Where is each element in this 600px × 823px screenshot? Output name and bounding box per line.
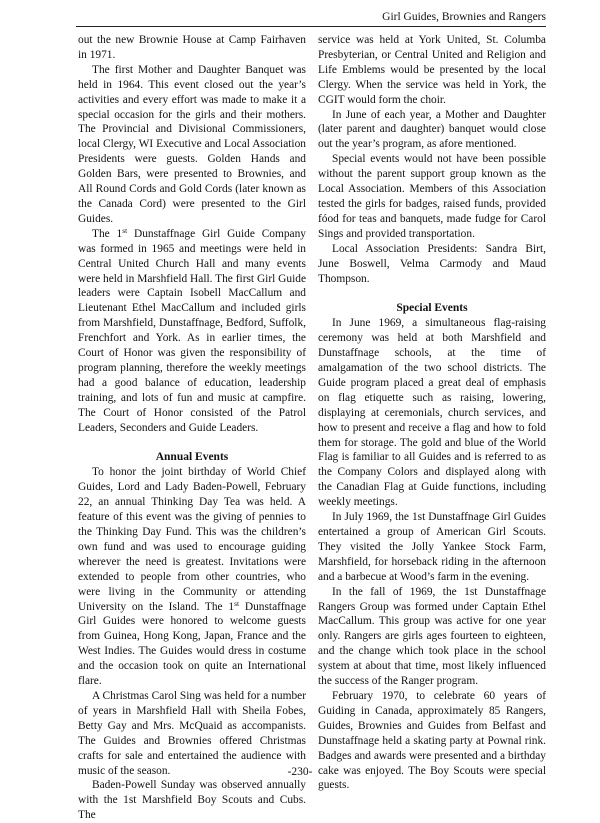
company-text-pre: The 1	[92, 227, 123, 240]
paragraph-thinking-day	[78, 465, 306, 689]
paragraph-flag-raising: In June 1969, a simultaneous flag-raising ceremony was held at both Marshfield and Dunstaffnage schools, at the time of amalgamation of the two school districts. The Guide program placed a great deal of emphasis on flag etiquette such as raising, lowering, displaying at ceremonials, church services, and how to present and receive a flag and how to fold them for storage. The gold and blue of the World Flag is familiar to all Guides and is referred to as the Company Colors and displayed along with the Canadian Flag at Guide functions, including weekly meetings.	[318, 317, 546, 509]
thinking-text-post: Dunstaffnage Girl Guides were honored to welcome guests from Guinea, Hong Kong, Japan, France and the West Indies. The Guides would dress in costume and the occasion took on quite an International flare.	[78, 600, 307, 688]
heading-annual-events: Annual Events	[155, 451, 229, 464]
paragraph-intro: out the new Brownie House at Camp Fairhaven in 1971.	[78, 34, 306, 61]
paragraph-rangers: In the fall of 1969, the 1st Dunstaffnage Rangers Group was formed under Captain Ethel MacCallum. This group was active for one year only. Rangers are girls ages fourteen to eighteen, and the change which took place in the school system at about that time, most likely influenced the success of the Ranger program.	[318, 585, 546, 688]
paragraph-skating-party: February 1970, to celebrate 60 years of Guiding in Canada, approximately 85 Rangers, Guides, Brownies and Guides from Belfast and Dunstaffnage held a skating party at Pownal rink. Badges and awards were presented and a birthday cake was enjoyed. The Boy Scouts were special guests.	[318, 689, 546, 792]
paragraph-girl-scouts: In July 1969, the 1st Dunstaffnage Girl Guides entertained a group of American Girl Scouts. They visited the Jolly Yankee Stock Farm, Marshfield, for horseback riding in the afternoon and a barbecue at Wood’s farm in the evening.	[318, 511, 546, 583]
paragraph-carol-sing: A Christmas Carol Sing was held for a number of years in Marshfield Hall with Sheila Fobes, Betty Gay and Mrs. McQuaid as accompanists. The Guides and Brownies offered Christmas crafts for sale and entertained the audience with music of the season.	[78, 689, 306, 777]
heading-special-events: Special Events	[396, 302, 468, 315]
running-header: Girl Guides, Brownies and Rangers	[382, 11, 546, 23]
paragraph-parent-support: Special events would not have been possible without the parent support group known as the Local Association. Members of this Association tested the girls for badges, raised funds, provided fóod for teas and banquets, made fudge for Carol Sings and provided transportation.	[318, 153, 546, 240]
paragraph-presidents: Local Association Presidents: Sandra Birt, June Boswell, Velma Carmody and Maud Thompson.	[318, 242, 546, 285]
paragraph-bp-sunday: Baden-Powell Sunday was observed annually with the 1st Marshfield Boy Scouts and Cubs. The	[78, 779, 306, 822]
left-column	[78, 33, 306, 823]
header-rule	[76, 26, 546, 27]
paragraph-banquet: The first Mother and Daughter Banquet was held in 1964. This event closed out the year’s activities and every effort was made to make it a special occasion for the girls and their mothers. The Provincial and Divisional Commissioners, local Clergy, WI Executive and Local Association Presidents were guests. Golden Hands and Golden Bars, were presented to Brownies, and All Round Cords and Gold Cords (later known as the Canada Cord) were presented to the Girl Guides.	[78, 63, 306, 225]
paragraph-june-banquet: In June of each year, a Mother and Daughter (later parent and daughter) banquet would close out the year’s program, as afore mentioned.	[318, 108, 546, 151]
company-ordinal: st	[122, 225, 128, 235]
right-column	[318, 33, 546, 793]
page-number: -230-	[287, 766, 313, 778]
thinking-text-pre: To honor the joint birthday of World Chief Guides, Lord and Lady Baden-Powell, February 22, an annual Thinking Day Tea was held. A feature of this event was the giving of pennies to the Thinking Day Fund. This was the children’s own fund and was used to encourage guiding wherever the need is greatest. Invitations were extended to people from other countries, who were living in the Community or attending University on the Island. The 1	[78, 466, 306, 613]
paragraph-company	[78, 227, 306, 436]
company-text-post: Dunstaffnage Girl Guide Company was formed in 1965 and meetings were held in Central United Church Hall and many events were held in Marshfield Hall. The first Girl Guide leaders were Captain Isobell MacCallum and Lieutenant Ethel MacCallum and included girls from Marshfield, Dunstaffnage, Bedford, Suffolk, Frenchfort and York. As in earlier times, the Court of Honor was given the responsibility of program planning, therefore the weekly meetings had a good balance of education, leadership training, and lots of fun and music at campfire. The Court of Honor consisted of the Patrol Leaders, Seconders and Guide Leaders.	[78, 227, 306, 434]
paragraph-service: service was held at York United, St. Columba Presbyterian, or Central United and Religion and Life Emblems would be presented by the local Clergy. When the service was held in York, the CGIT would form the choir.	[318, 34, 546, 106]
thinking-ordinal: st	[234, 598, 240, 608]
